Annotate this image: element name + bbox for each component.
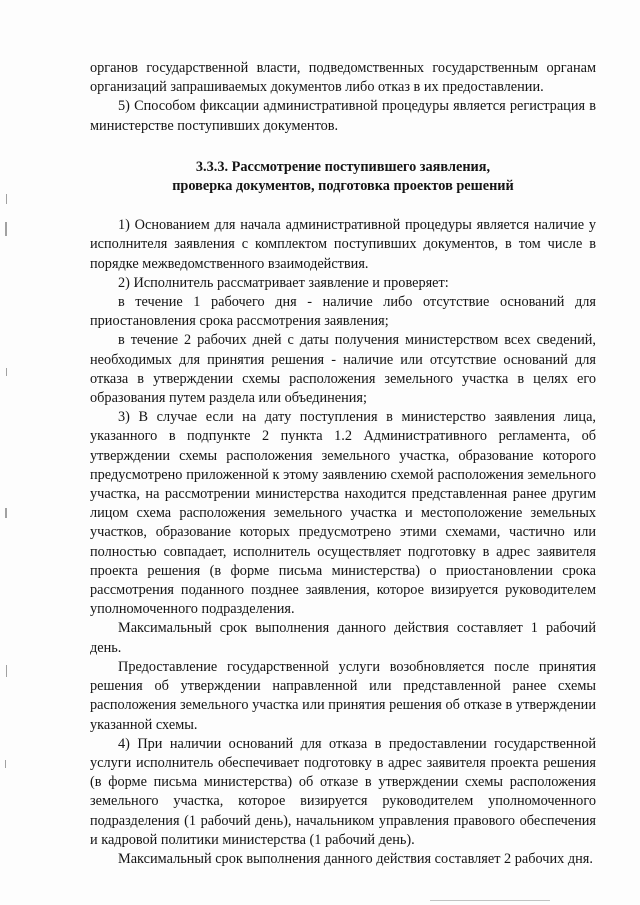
scan-artifact <box>6 665 7 677</box>
scan-artifact <box>5 222 7 236</box>
section-heading-line-2: проверка документов, подготовка проектов решений <box>172 178 514 195</box>
item-5-paragraph: 5) Способом фиксации административной процедуры является регистрация в министерстве поступивших документов. <box>90 98 596 134</box>
paragraph-2a: в течение 1 рабочего дня - наличие либо отсутствие оснований для приостановления срока рассмотрения заявления; <box>90 294 596 330</box>
intro-paragraph: органов государственной власти, подведомственных государственным органам организаций запрашиваемых документов либо отказ в их предоставлении. <box>90 60 596 96</box>
scan-artifact <box>430 900 550 901</box>
section-heading <box>90 158 596 196</box>
scan-artifact <box>6 368 7 376</box>
paragraph-3-term: Максимальный срок выполнения данного действия составляет 1 рабочий день. <box>90 620 596 656</box>
paragraph-1: 1) Основанием для начала административной процедуры является наличие у исполнителя заявления с комплектом поступивших документов, в том числе в порядке межведомственного взаимодействия. <box>90 217 596 272</box>
paragraph-3-resume: Предоставление государственной услуги возобновляется после принятия решения об утверждении направленной или представленной ранее схемы расположения земельного участка или принятия решения об отказе в утверждении указанной схемы. <box>90 658 596 733</box>
document-body <box>90 59 596 869</box>
paragraph-2: 2) Исполнитель рассматривает заявление и проверяет: <box>118 274 449 291</box>
paragraph-4: 4) При наличии оснований для отказа в предоставлении государственной услуги исполнитель обеспечивает подготовку в адрес заявителя проекта решения (в форме письма министерства) об отказе в утверждении схемы расположения земельного участка, которое визируется руководителем уполномоченного подразделения (1 рабочий день), начальником управления правового обеспечения и кадровой политики министерства (1 рабочий день). <box>90 735 596 848</box>
scan-artifact <box>5 508 7 518</box>
paragraph-4-term: Максимальный срок выполнения данного действия составляет 2 рабочих дня. <box>118 850 593 867</box>
section-heading-line-1: 3.3.3. Рассмотрение поступившего заявления, <box>195 158 491 175</box>
scan-artifact <box>6 194 7 204</box>
scan-artifact <box>5 760 6 768</box>
paragraph-3: 3) В случае если на дату поступления в министерство заявления лица, указанного в подпункте 2 пункта 1.2 Административного регламента, об утверждении схемы расположения земельного участка, образование которого предусмотрено приложенной к этому заявлению схемой расположения земельного участка, на рассмотрении министерства находится представленная ранее другим лицом схема расположения земельного участка и местоположение земельных участков, образование которых предусмотрено этими схемами, частично или полностью совпадает, исполнитель осуществляет подготовку в адрес заявителя проекта решения (в форме письма министерства) о приостановлении срока рассмотрения поданного позднее заявления, которое визируется руководителем уполномоченного подразделения. <box>90 409 596 618</box>
paragraph-2b: в течение 2 рабочих дней с даты получения министерством всех сведений, необходимых для принятия решения - наличие или отсутствие оснований для отказа в утверждении схемы расположения земельного участка в целях его образования путем раздела или объединения; <box>90 332 596 407</box>
